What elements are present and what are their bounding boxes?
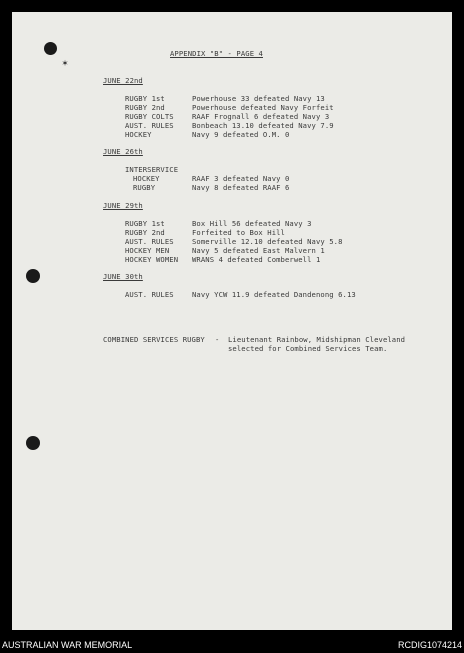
combined-label: COMBINED SERVICES RUGBY	[103, 335, 205, 344]
section-date: JUNE 29th	[103, 201, 143, 210]
sport-label: RUGBY 1st	[125, 219, 165, 228]
section-heading: INTERSERVICE	[125, 165, 179, 174]
sport-label: RUGBY 1st	[125, 94, 165, 103]
sport-label: HOCKEY WOMEN	[125, 255, 179, 264]
punch-hole	[26, 269, 40, 283]
sport-label: HOCKEY	[133, 174, 160, 183]
sport-label: RUGBY 2nd	[125, 103, 165, 112]
sport-label: HOCKEY MEN	[125, 246, 170, 255]
staple-mark: ✶	[62, 58, 69, 69]
sport-label: AUST. RULES	[125, 121, 174, 130]
page-title: APPENDIX "B" - PAGE 4	[170, 49, 263, 58]
section-date: JUNE 26th	[103, 147, 143, 156]
sport-label: AUST. RULES	[125, 290, 174, 299]
document-page	[12, 12, 452, 630]
combined-note-line1: Lieutenant Rainbow, Midshipman Cleveland	[228, 335, 406, 344]
footer-id: RCDIG1074214	[397, 639, 462, 650]
section-date: JUNE 30th	[103, 272, 143, 281]
match-result: Powerhouse defeated Navy Forfeit	[192, 103, 334, 112]
combined-note-line2: selected for Combined Services Team.	[228, 344, 388, 353]
footer-source: AUSTRALIAN WAR MEMORIAL	[2, 639, 133, 650]
match-result: Bonbeach 13.10 defeated Navy 7.9	[192, 121, 334, 130]
match-result: Powerhouse 33 defeated Navy 13	[192, 94, 325, 103]
match-result: Somerville 12.10 defeated Navy 5.8	[192, 237, 343, 246]
punch-hole	[44, 42, 57, 55]
match-result: Navy 5 defeated East Malvern 1	[192, 246, 325, 255]
match-result: RAAF Frognall 6 defeated Navy 3	[192, 112, 330, 121]
match-result: Navy 9 defeated O.M. 0	[192, 130, 290, 139]
combined-dash: -	[215, 335, 220, 344]
sport-label: RUGBY 2nd	[125, 228, 165, 237]
sport-label: HOCKEY	[125, 130, 152, 139]
sport-label: RUGBY COLTS	[125, 112, 174, 121]
match-result: WRANS 4 defeated Comberwell 1	[192, 255, 321, 264]
section-date: JUNE 22nd	[103, 76, 143, 85]
match-result: Forfeited to Box Hill	[192, 228, 285, 237]
sport-label: RUGBY	[133, 183, 156, 192]
archive-footer	[0, 636, 464, 653]
match-result: RAAF 3 defeated Navy 0	[192, 174, 290, 183]
punch-hole	[26, 436, 40, 450]
match-result: Navy YCW 11.9 defeated Dandenong 6.13	[192, 290, 356, 299]
sport-label: AUST. RULES	[125, 237, 174, 246]
match-result: Box Hill 56 defeated Navy 3	[192, 219, 312, 228]
match-result: Navy 8 defeated RAAF 6	[192, 183, 290, 192]
